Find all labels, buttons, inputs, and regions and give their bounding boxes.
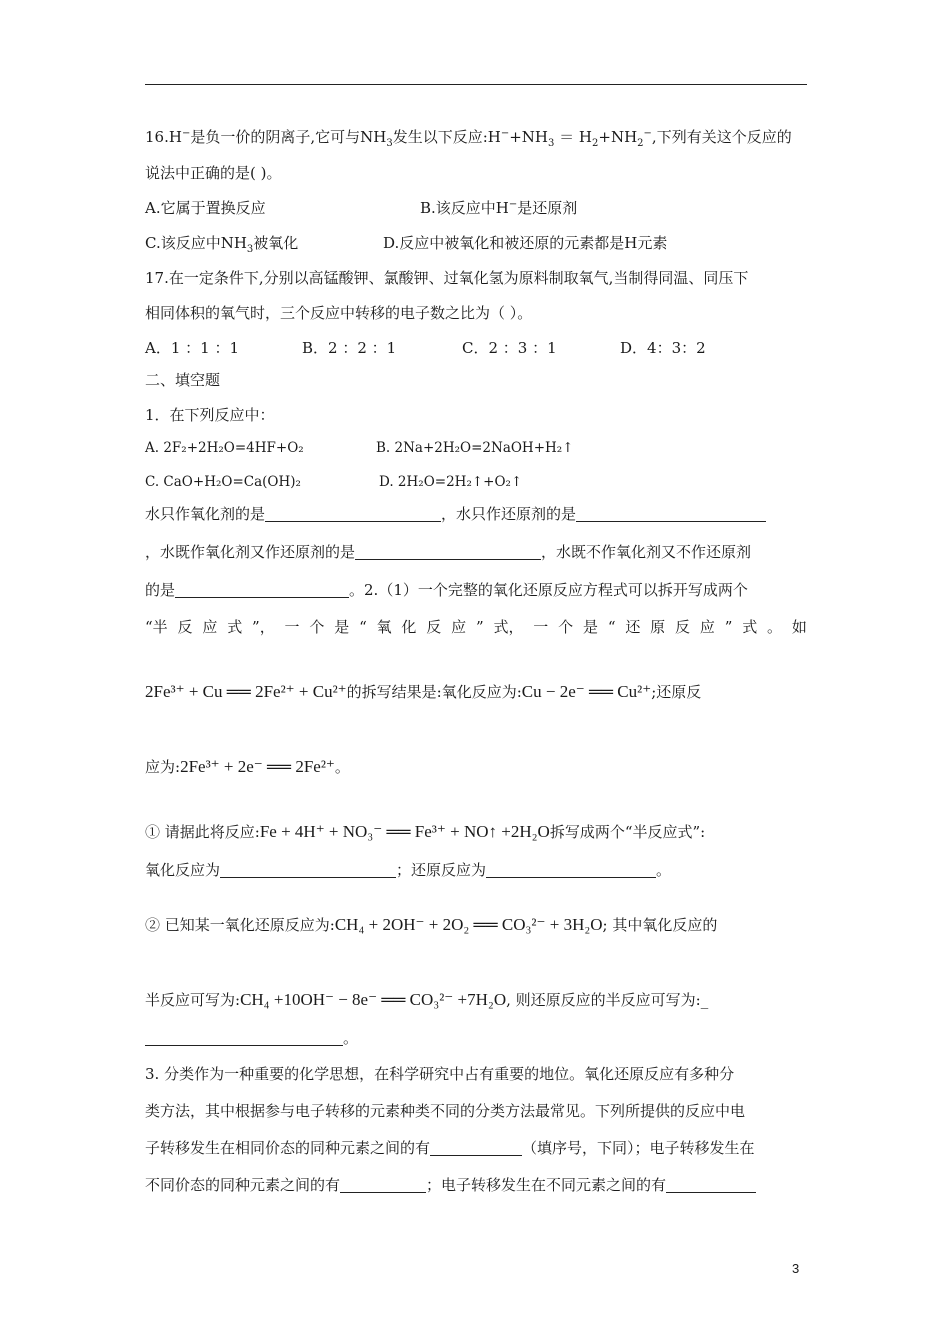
answer-blank[interactable] [576, 506, 766, 522]
f1-blank-line2: ，水既作氧化剂又作还原剂的是 ，水既不作氧化剂又不作还原剂 [145, 543, 752, 561]
q16-option-b: B.该反应中H−是还原剂 [420, 199, 578, 217]
answer-blank[interactable] [666, 1177, 756, 1193]
f2-item2-blank: 。 [145, 1028, 358, 1048]
f2-item1: ① 请据此将反应:Fe + 4H⁺ + NO₃⁻ ══ Fe³⁺ + NO↑ +2H₂O拆写成两个“半反应式”: [145, 822, 706, 841]
q17-option-a: A．1 ：1 ：1 [145, 339, 239, 357]
f2-item1-blanks: 氧化反应为 ；还原反应为 。 [145, 861, 672, 879]
f1-stem: 1．在下列反应中： [145, 406, 275, 424]
equation-ch4-oxidation: CH₄ +10OH⁻ − 8e⁻ ══ CO₃²⁻ +7H₂O [240, 990, 507, 1009]
f3-line4: 不同价态的同种元素之间的有 ；电子转移发生在不同元素之间的有 [145, 1175, 756, 1195]
equation-reduction: 2Fe³⁺ + 2e⁻ ══ 2Fe²⁺ [180, 757, 335, 776]
answer-blank[interactable] [145, 1030, 343, 1046]
header-rule [145, 84, 807, 85]
f1-blank-line3: 的是 。2.（1）一个完整的氧化还原反应方程式可以拆开写成两个 [145, 581, 748, 599]
q17-option-c: C．2 ：3 ：1 [462, 339, 557, 357]
page-number: 3 [792, 1261, 800, 1276]
f2-item2: ② 已知某一氧化还原反应为:CH₄ + 2OH⁻ + 2O₂ ══ CO₃²⁻ + 3H₂O; 其中氧化反应的 [145, 915, 718, 934]
f1-reaction-b: B. 2Na+2H₂O=2NaOH+H₂↑ [376, 440, 574, 456]
f1-reaction-d: D. 2H₂O=2H₂↑+O₂↑ [379, 474, 523, 490]
f3-line2: 类方法，其中根据参与电子转移的元素种类不同的分类方法最常见。下列所提供的反应中电 [145, 1102, 746, 1120]
f3-line1: 3. 分类作为一种重要的化学思想，在科学研究中占有重要的地位。氧化还原反应有多种分 [145, 1065, 735, 1083]
f2-spaced-line: “半 反 应 式 ”， 一 个 是 “ 氧 化 反 应 ” 式， 一 个 是 “ 还 原 反 应 ” 式 。 如 [145, 618, 807, 636]
q16-option-d: D.反应中被氧化和被还原的元素都是H元素 [383, 234, 668, 252]
answer-blank[interactable] [175, 582, 349, 598]
q17-stem: 17.在一定条件下,分别以高锰酸钾、氯酸钾、过氧化氢为原料制取氧气,当制得同温、同压下 [145, 269, 749, 287]
f1-reaction-c: C. CaO+H₂O=Ca(OH)₂ [145, 474, 301, 490]
equation-example: 2Fe³⁺ + Cu ══ 2Fe²⁺ + Cu²⁺ [145, 682, 347, 701]
answer-blank[interactable] [220, 862, 396, 878]
equation-fe-hno3: Fe + 4H⁺ + NO₃⁻ ══ Fe³⁺ + NO↑ +2H₂O [259, 822, 550, 841]
answer-blank[interactable] [340, 1177, 426, 1193]
f2-item2-half: 半反应可写为:CH₄ +10OH⁻ − 8e⁻ ══ CO₃²⁻ +7H₂O, 则还原反应的半反应可写为:_ [145, 990, 709, 1009]
answer-blank[interactable] [486, 862, 656, 878]
f1-reaction-a: A. 2F₂+2H₂O=4HF+O₂ [145, 440, 304, 456]
q16-option-a: A.它属于置换反应 [145, 199, 266, 217]
f1-blank-line1: 水只作氧化剂的是 ，水只作还原剂的是 [145, 504, 766, 524]
q16-option-c: C.该反应中$NH_3$被氧化 [145, 234, 299, 255]
q17-option-d: D．4：3：2 [620, 339, 706, 357]
q16-stem: 16.H−是负一价的阴离子,它可与$NH_3$发生以下反应$:H^-+NH_3 = H_2+NH_2^-$,下列有关这个反应的 [145, 128, 792, 149]
q16-stem-line2: 说法中正确的是( )。 [145, 164, 282, 182]
q17-stem-line2: 相同体积的氧气时，三个反应中转移的电子数之比为（ ）。 [145, 304, 533, 322]
answer-blank[interactable] [265, 506, 441, 522]
answer-blank[interactable] [355, 544, 541, 560]
f2-reduction-line: 应为:2Fe³⁺ + 2e⁻ ══ 2Fe²⁺。 [145, 757, 350, 776]
q17-option-b: B．2 ：2 ：1 [302, 339, 397, 357]
f3-line3: 子转移发生在相同价态的同种元素之间的有 （填序号，下同）；电子转移发生在 [145, 1139, 755, 1157]
equation-ch4: CH₄ + 2OH⁻ + 2O₂ ══ CO₃²⁻ + 3H₂O [334, 915, 603, 934]
section-title: 二、填空题 [145, 371, 221, 389]
answer-blank[interactable] [430, 1140, 522, 1156]
f2-example-line: 2Fe³⁺ + Cu ══ 2Fe²⁺ + Cu²⁺的拆写结果是:氧化反应为:Cu − 2e⁻ ══ Cu²⁺;还原反 [145, 682, 702, 701]
equation-oxidation: Cu − 2e⁻ ══ Cu²⁺ [521, 682, 652, 701]
